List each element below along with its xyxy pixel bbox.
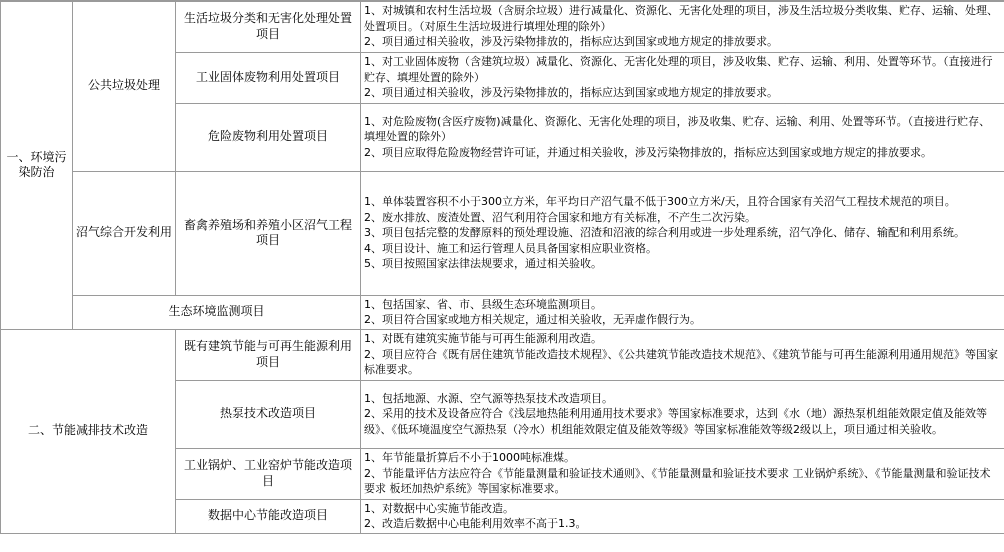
item-name-cell: 工业锅炉、工业窑炉节能改造项目 xyxy=(176,448,361,499)
item-name-cell: 数据中心节能改造项目 xyxy=(176,499,361,533)
requirements-cell xyxy=(361,295,1004,329)
item-name-cell: 热泵技术改造项目 xyxy=(176,380,361,448)
item-name-cell: 危险废物利用处置项目 xyxy=(176,103,361,171)
requirements-cell xyxy=(361,103,1004,171)
subcategory-cell: 沼气综合开发利用 xyxy=(73,171,176,295)
table-row xyxy=(1,171,1004,295)
requirements-cell xyxy=(361,499,1004,533)
table-row xyxy=(1,1,1004,52)
item-name-cell: 生活垃圾分类和无害化处理处置项目 xyxy=(176,1,361,52)
requirement-line: 2、节能量评估方法应符合《节能量测量和验证技术通则》、《节能量测量和验证技术要求 工业锅炉系统》、《节能量测量和验证技术要求 板坯加热炉系统》等国家标准要求。 xyxy=(364,466,991,496)
requirement-line: 1、对既有建筑实施节能与可再生能源利用改造。 xyxy=(364,332,602,346)
table-row xyxy=(1,329,1004,380)
requirement-line: 2、改造后数据中心电能利用效率不高于1.3。 xyxy=(364,517,587,530)
requirement-line: 3、项目包括完整的发酵原料的预处理设施、沼渣和沼液的综合利用或进一步处理系统，沼气净化、储存、输配和利用系统。 xyxy=(364,226,965,240)
subcategory-cell: 公共垃圾处理 xyxy=(73,1,176,171)
requirement-line: 2、项目应符合《既有居住建筑节能改造技术规程》、《公共建筑节能改造技术规范》、《建筑节能与可再生能源利用通用规范》等国家标准要求。 xyxy=(364,347,998,377)
requirement-line: 1、包括国家、省、市、县级生态环境监测项目。 xyxy=(364,297,602,311)
requirement-line: 1、对危险废物(含医疗废物)减量化、资源化、无害化处理的项目，涉及收集、贮存、运输、利用、处置等环节。（直接进行贮存、填埋处置的除外） xyxy=(364,114,991,144)
requirement-line: 1、对数据中心实施节能改造。 xyxy=(364,501,514,515)
requirement-line: 1、对城镇和农村生活垃圾（含厨余垃圾）进行减量化、资源化、无害化处理的项目，涉及生活垃圾分类收集、贮存、运输、处理、处置项目。（对原生生活垃圾进行填埋处理的除外） xyxy=(364,4,998,33)
category-cell: 一、环境污染防治 xyxy=(1,1,73,329)
requirements-cell xyxy=(361,171,1004,295)
requirement-line: 2、废水排放、废渣处置、沼气利用符合国家和地方有关标准，不产生二次污染。 xyxy=(364,210,756,224)
requirement-line: 1、对工业固体废物（含建筑垃圾）减量化、资源化、无害化处理的项目，涉及收集、贮存、运输、利用、处置等环节。（直接进行贮存、填埋处置的除外） xyxy=(364,55,993,84)
requirement-line: 1、包括地源、水源、空气源等热泵技术改造项目。 xyxy=(364,391,613,405)
requirements-cell xyxy=(361,1,1004,52)
requirement-line: 1、单体装置容积不小于300立方米，年平均日产沼气量不低于300立方米/天，且符合国家有关沼气工程技术规范的项目。 xyxy=(364,195,956,209)
requirement-line: 5、项目按照国家法律法规要求，通过相关验收。 xyxy=(364,257,602,271)
requirements-cell xyxy=(361,448,1004,499)
item-name-cell: 工业固体废物利用处置项目 xyxy=(176,52,361,103)
requirements-cell xyxy=(361,380,1004,448)
requirements-cell xyxy=(361,52,1004,103)
requirement-line: 2、采用的技术及设备应符合《浅层地热能利用通用技术要求》等国家标准要求，达到《水（地）源热泵机组能效限定值及能效等级》、《低环境温度空气源热泵（冷水）机组能效限定值及能效等级》等国家标准能效等级2级以上，项目通过相关验收。 xyxy=(364,407,987,436)
requirement-line: 2、项目符合国家或地方相关规定，通过相关验收，无弄虚作假行为。 xyxy=(364,313,701,326)
subcategory-cell: 生态环境监测项目 xyxy=(73,295,361,329)
requirement-line: 1、年节能量折算后不小于1000吨标准煤。 xyxy=(364,451,575,465)
table-row xyxy=(1,295,1004,329)
requirement-line: 4、项目设计、施工和运行管理人员具备国家相应职业资格。 xyxy=(364,241,657,255)
requirements-cell xyxy=(361,329,1004,380)
requirement-line: 2、项目通过相关验收，涉及污染物排放的，指标应达到国家或地方规定的排放要求。 xyxy=(364,35,778,49)
item-name-cell: 既有建筑节能与可再生能源利用项目 xyxy=(176,329,361,380)
requirement-line: 2、项目通过相关验收，涉及污染物排放的，指标应达到国家或地方规定的排放要求。 xyxy=(364,86,778,100)
requirement-line: 2、项目应取得危险废物经营许可证，并通过相关验收，涉及污染物排放的，指标应达到国家或地方规定的排放要求。 xyxy=(364,145,932,159)
item-name-cell: 畜禽养殖场和养殖小区沼气工程项目 xyxy=(176,171,361,295)
category-cell: 二、节能减排技术改造 xyxy=(1,329,176,533)
